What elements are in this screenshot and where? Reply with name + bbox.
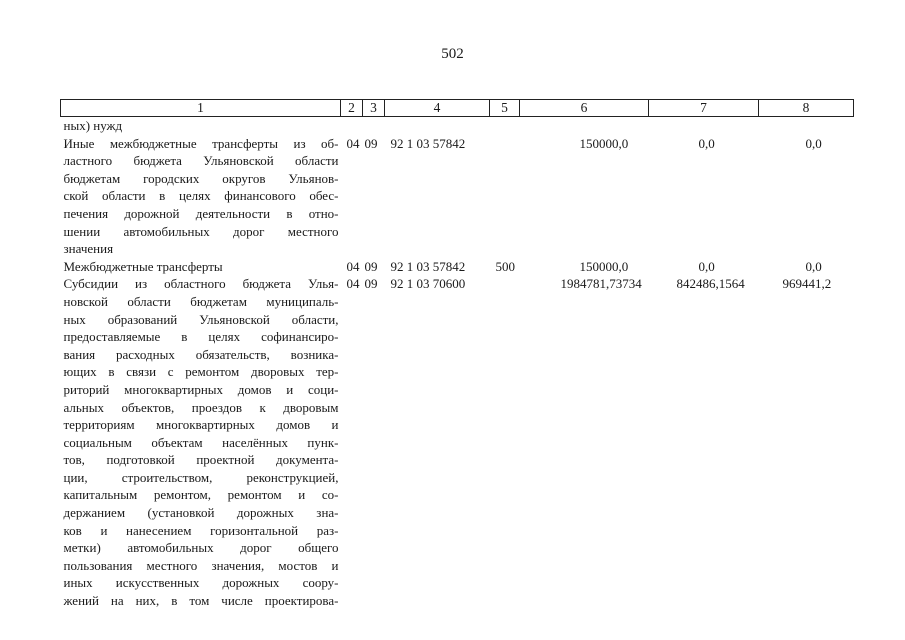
- description-line: социальным объектам населённых пунк-: [63, 434, 339, 450]
- description-line: иных искусственных дорожных соору-: [63, 575, 339, 591]
- description-line: капитальным ремонтом, ремонтом и со-: [63, 487, 339, 503]
- description-line: новской области бюджетам муниципаль-: [63, 293, 339, 309]
- target-article-code: [385, 117, 490, 135]
- amount-col-6: 150000,0: [579, 258, 629, 274]
- description-line: печения дорожной деятельности в отно-: [63, 205, 339, 221]
- amount-col-8: 0,0: [805, 258, 822, 274]
- table-row: [61, 258, 854, 276]
- description-line: Иные межбюджетные трансферты из об-: [63, 135, 339, 151]
- description-line: предоставляемые в целях софинансиро-: [63, 329, 339, 345]
- budget-table: [60, 99, 854, 610]
- description-line: ластного бюджета Ульяновской области: [63, 153, 339, 169]
- amount-col-7: [649, 117, 759, 135]
- header-cell-1: 1: [61, 100, 341, 117]
- header-cell-6: 6: [520, 100, 649, 117]
- amount-col-8: [759, 117, 854, 135]
- section-code: [341, 117, 363, 135]
- subsection-code: 09: [364, 258, 378, 274]
- description-line: ных образований Ульяновской области,: [63, 311, 339, 327]
- description-line: держанием (установкой дорожных зна-: [63, 505, 339, 521]
- description-line: Субсидии из областного бюджета Улья-: [63, 276, 339, 292]
- amount-col-7: 0,0: [698, 135, 715, 151]
- description-line: территориям многоквартирных домов и: [63, 417, 339, 433]
- header-cell-4: 4: [385, 100, 490, 117]
- header-cell-3: 3: [363, 100, 385, 117]
- amount-col-8: 969441,2: [782, 276, 832, 292]
- header-cell-8: 8: [759, 100, 854, 117]
- description-line: пользования местного значения, мостов и: [63, 557, 339, 573]
- description-line: ской области в целях финансового обес-: [63, 188, 339, 204]
- amount-col-6: 1984781,73734: [560, 276, 642, 292]
- expense-type-code: [490, 117, 520, 135]
- section-code: 04: [346, 276, 360, 292]
- subsection-code: [363, 117, 385, 135]
- description-line: ных) нужд: [63, 118, 123, 133]
- description-line: Межбюджетные трансферты: [63, 258, 223, 274]
- amount-col-8: 0,0: [805, 135, 822, 151]
- target-article-code: 92 1 03 70600: [390, 276, 466, 292]
- description-line: ции, строительством, реконструкцией,: [63, 469, 339, 485]
- description-line: значения: [63, 241, 114, 257]
- description-line: шении автомобильных дорог местного: [63, 223, 339, 239]
- description-line: альных объектов, проездов к дворовым: [63, 399, 339, 415]
- table-row: [61, 135, 854, 258]
- target-article-code: 92 1 03 57842: [390, 135, 466, 151]
- header-cell-2: 2: [341, 100, 363, 117]
- header-cell-5: 5: [490, 100, 520, 117]
- header-row: [61, 100, 854, 117]
- page-number: 502: [441, 46, 464, 62]
- description-line: метки) автомобильных дорог общего: [63, 540, 339, 556]
- expense-type-code: [490, 275, 520, 609]
- expense-type-code: [490, 135, 520, 258]
- description-line: риторий многоквартирных домов и соци-: [63, 381, 339, 397]
- header-cell-7: 7: [649, 100, 759, 117]
- row-description: [61, 135, 341, 258]
- amount-col-6: 150000,0: [579, 135, 629, 151]
- subsection-code: 09: [364, 135, 378, 151]
- row-description: [61, 117, 341, 135]
- table-row: [61, 117, 854, 135]
- row-description: [61, 275, 341, 609]
- description-line: вания расходных обязательств, возника-: [63, 346, 339, 362]
- description-line: ков и нанесением горизонтальной раз-: [63, 522, 339, 538]
- row-description: [61, 258, 341, 276]
- section-code: 04: [346, 258, 360, 274]
- target-article-code: 92 1 03 57842: [390, 258, 466, 274]
- amount-col-6: [520, 117, 649, 135]
- amount-col-7: 0,0: [698, 258, 715, 274]
- expense-type-code: 500: [495, 258, 515, 274]
- table-row: [61, 275, 854, 609]
- description-line: тов, подготовкой проектной документа-: [63, 452, 339, 468]
- section-code: 04: [346, 135, 360, 151]
- subsection-code: 09: [364, 276, 378, 292]
- amount-col-7: 842486,1564: [676, 276, 745, 292]
- description-line: ющих в связи с ремонтом дворовых тер-: [63, 364, 339, 380]
- description-line: бюджетам городских округов Ульянов-: [63, 170, 339, 186]
- description-line: жений на них, в том числе проектирова-: [63, 593, 339, 609]
